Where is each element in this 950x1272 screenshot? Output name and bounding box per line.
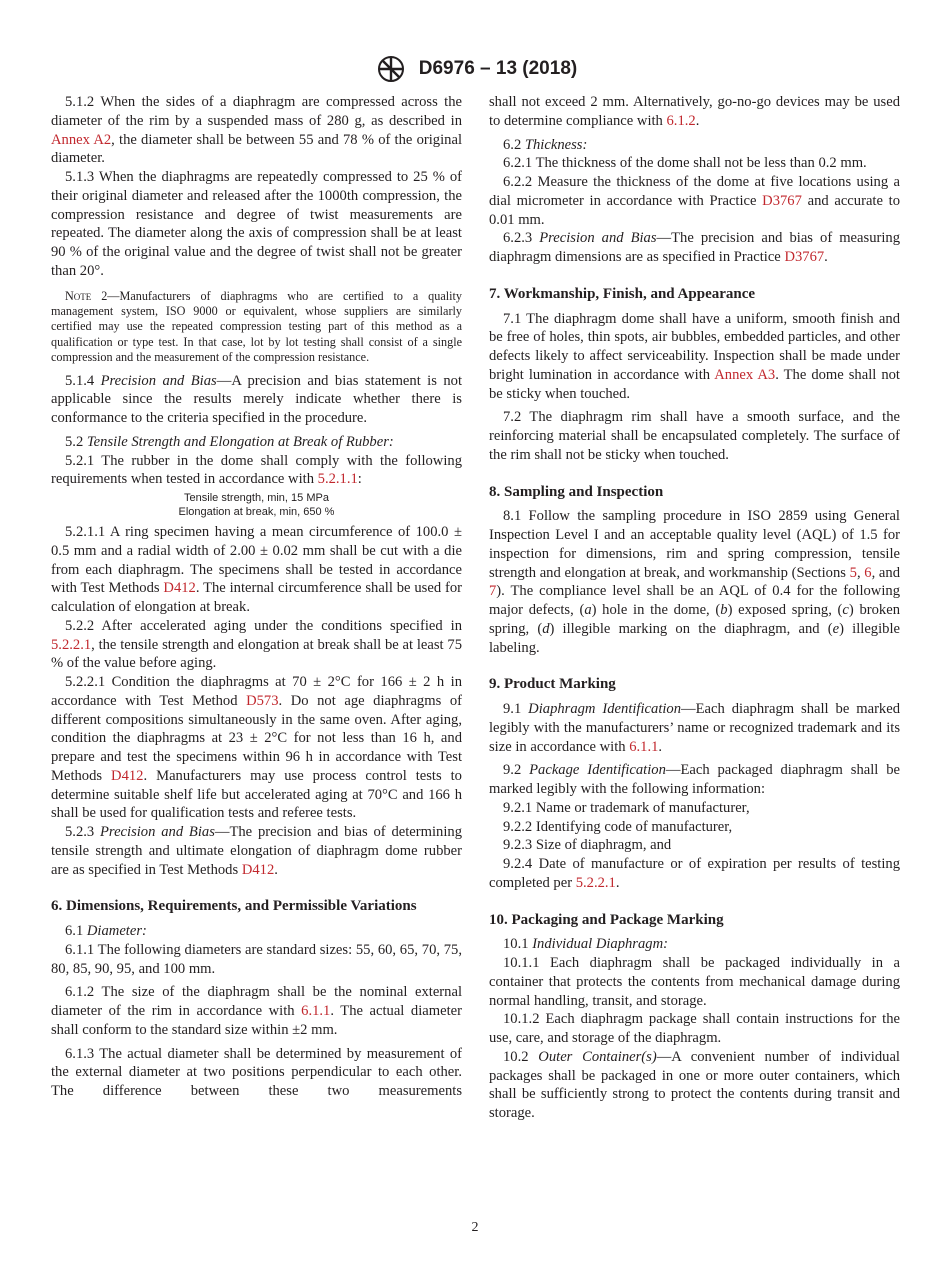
text: , the diameter shall be between 55 and 78 % of the original diameter. [51,131,462,167]
italic-text: e [832,620,840,637]
note-label: Note [65,288,92,303]
text: . [615,874,620,891]
text: 8.1 Follow the sampling procedure in ISO 2859 using General Inspection Level I and an acceptable quality level (AQL) of 1.5 for inspection for dimensions, rim and spring compression, tensile strength and elongation at break, and workmanship (Sections [489,508,900,581]
italic-text: Precision and Bias [100,372,217,389]
text: 9.2.2 Identifying code of manufacturer, [503,818,733,835]
italic-text: Diameter: [86,923,147,940]
text: 7. Workmanship, Finish, and Appearance [489,285,756,302]
paragraph [489,799,900,818]
text: . Do not age diaphragms of different compositions simultaneously in the same oven. After aging, condition the diaphragms at 23 ± 2°C for not less than 16 h, and prepare and test the specimens within 96 h in accordance with Test Methods [51,692,462,784]
paragraph [489,1010,900,1048]
paragraph [489,310,900,404]
text: Tensile strength, min, 15 MPa [184,492,329,505]
text: 8. Sampling and Inspection [489,483,664,500]
paragraph [51,823,462,879]
paragraph [489,935,900,954]
text: . The internal circumference shall be used for calculation of elongation at break. [51,580,463,616]
cross-reference-link[interactable]: 5 [849,564,857,581]
cross-reference-link[interactable]: 5.2.2.1 [575,874,616,891]
paragraph [489,761,900,799]
text: 5.2 [65,433,87,450]
document-id: D6976 – 13 (2018) [418,58,578,79]
italic-text: Package Identification [529,762,666,779]
text: 9.2.4 Date of manufacture or of expiration per results of testing completed per [489,856,900,891]
italic-text: b [720,602,728,618]
text: , [856,564,865,581]
italic-text: Thickness: [524,136,588,153]
text: Elongation at break, min, 650 % [178,506,335,519]
text: —A precision and bias statement is not applicable since the results merely indicate whether there is conformance to the criteria specified in the procedure. [51,372,462,427]
text: 6.2.1 The thickness of the dome shall not be less than 0.2 mm. [503,155,867,172]
text: . [658,738,663,755]
paragraph [489,836,900,855]
requirement-line [51,491,462,505]
text: 5.2.2 After accelerated aging under the conditions specified in [65,617,462,634]
text: 6.1.2 The size of the diaphragm shall be the nominal external diameter of the rim in accordance with [51,984,462,1020]
cross-reference-link[interactable]: D3767 [762,192,802,209]
text: 6. Dimensions, Requirements, and Permissible Variations [51,898,417,915]
text: 7.2 The diaphragm rim shall have a smooth surface, and the reinforcing material shall be encapsulated completely. The surface of the rim shall not be sticky when touched. [489,409,900,463]
paragraph [489,818,900,837]
cross-reference-link[interactable]: 6.1.1 [629,738,659,755]
text: ) hole in the dome, ( [591,602,721,618]
text: 6.1 [65,923,87,940]
section-heading [489,911,900,930]
right-column [489,93,900,1123]
text: 10. Packaging and Package Marking [489,911,724,928]
text: ). The compliance level shall be an AQL of 0.4 for the following major defects, ( [489,583,900,618]
text: . [274,861,278,878]
cross-reference-link[interactable]: D412 [111,767,144,784]
text: 10.2 [503,1048,539,1065]
paragraph [489,136,900,155]
italic-text: Tensile Strength and Elongation at Break of Rubber: [86,433,394,450]
text: —The precision and bias of determining tensile strength and ultimate elongation of diaphragm dome rubber are as specified in Test Methods [51,824,462,878]
italic-text: Diaphragm Identification [528,701,682,717]
text: . [695,112,700,129]
cross-reference-link[interactable]: 6.1.1 [301,1003,331,1020]
paragraph [489,93,900,131]
text: —The precision and bias of measuring diaphragm dimensions are as specified in Practice [489,230,901,265]
paragraph [51,673,462,823]
text: ) illegible labeling. [489,620,900,656]
cross-reference-link[interactable]: 6 [864,564,872,581]
text: 5.1.4 [65,372,101,389]
text: 9.2 [503,762,530,779]
note [51,289,462,366]
paragraph [489,154,900,173]
paragraph [51,922,462,941]
cross-reference-link[interactable]: 6.1.2 [666,112,696,129]
italic-text: Precision and Bias [539,230,657,247]
paragraph [51,617,462,673]
section-heading [51,897,462,916]
text: 5.2.1.1 A ring specimen having a mean circumference of 100.0 ± 0.5 mm and a radial width of 2.00 ± 0.02 mm shall be cut with a die from each diaphragm. The specimens shall be tested in accordance with Test Methods [51,524,462,597]
text: , and [871,564,900,581]
astm-logo-icon [373,54,409,84]
text: , the tensile strength and elongation at break shall be at least 75 % of the value before aging. [51,636,462,672]
text: 9.2.1 Name or trademark of manufacturer, [503,799,750,816]
text: . The dome shall not be sticky when touched. [489,366,900,402]
italic-text: d [542,620,550,637]
page-number: 2 [471,1220,479,1235]
text: . The actual diameter shall conform to the standard size within ±2 mm. [51,1003,462,1038]
paragraph [51,93,462,168]
text: 9.2.3 Size of diaphragm, and [503,837,672,854]
section-heading [489,675,900,694]
cross-reference-link[interactable]: 5.2.1.1 [317,471,358,488]
section-heading [489,483,900,502]
paragraph [489,1048,900,1123]
text: 2—Manufacturers of diaphragms who are certified to a quality management system, ISO 9000 or equivalent, whose suppliers are similarly certified may use the repeated compression testing part of this method as a qualification or type test. In that case, lot by lot testing shall consist of a single compression and the measurement of the compression resistance. [51,288,462,365]
text: 9.1 [503,701,529,717]
cross-reference-link[interactable]: D412 [241,861,275,878]
text: 5.2.3 [65,824,101,841]
paragraph [489,229,900,267]
italic-text: Individual Diaphragm: [532,936,668,953]
paragraph [489,507,900,657]
text: . Manufacturers may use process control tests to determine suitable shelf life but accelerated aging at 70°C and 166 h shall be used for qualification tests and referee tests. [51,767,462,822]
text: 5.2.2.1 Condition the diaphragms at 70 ± 2°C for 166 ± 2 h in accordance with Test Method [51,674,462,709]
text: ) exposed spring, ( [727,602,843,618]
text: 7.1 The diaphragm dome shall have a uniform, smooth finish and be free of holes, thin spots, air bubbles, embedded particles, and other defects likely to affect serviceability. Inspection shall be made under bright lumination in accordance with [489,310,900,383]
text: and accurate to 0.01 mm. [489,192,900,228]
text: 10.1 [503,936,533,953]
italic-text: c [842,602,849,618]
text: 5.2.1 The rubber in the dome shall comply with the following requirements when tested in accordance with [51,452,462,488]
requirement-line [51,505,462,519]
cross-reference-link[interactable]: Annex A2 [51,131,112,148]
text: . [824,249,828,265]
paragraph [51,523,462,617]
cross-reference-link[interactable]: 5.2.2.1 [51,636,92,653]
text: 10.1.2 Each diaphragm package shall contain instructions for the use, care, and storage of the diaphragm. [489,1011,900,1046]
section-heading [489,285,900,304]
cross-reference-link[interactable]: D573 [246,692,279,709]
text: 6.1.3 The actual diameter shall be determined by measurement of the external diameter at two positions perpendicular to each other. The difference between these two measurements [51,1045,462,1100]
text: 6.1.1 The following diameters are standard sizes: 55, 60, 65, 70, 75, 80, 85, 90, 95, and 100 mm. [51,941,462,977]
paragraph [51,168,462,281]
text: 5.1.2 When the sides of a diaphragm are compressed across the diameter of the rim by a suspended mass of 280 g, as described in [51,94,462,129]
paragraph [489,408,900,464]
text: 10.1.1 Each diaphragm shall be packaged individually in a container that protects the contents from mechanical damage during normal handling, transit, and storage. [489,955,900,1009]
page-header [0,54,950,84]
text: shall not exceed 2 mm. Alternatively, go-no-go devices may be used to determine compliance with [489,94,900,129]
paragraph [51,1045,462,1101]
text: —Each packaged diaphragm shall be marked legibly with the following information: [489,762,900,797]
text: : [357,471,362,488]
italic-text: Precision and Bias [100,824,215,841]
paragraph [489,173,900,229]
text: 5.1.3 When the diaphragms are repeatedly compressed to 25 % of their original diameter and released after the 1000th compression, the compression resistance and degree of twist measurements are repeated. The diameter along the axis of compression shall be at least 90 % of the original value and the degree of twist shall not be greater than 20°. [51,169,462,279]
italic-text: a [584,602,592,618]
text: 6.2.2 Measure the thickness of the dome at five locations using a dial micrometer in accordance with Practice [489,174,900,209]
paragraph [51,452,462,490]
paragraph [51,983,462,1039]
text: 6.2.3 [503,230,540,247]
cross-reference-link[interactable]: Annex A3 [714,366,776,383]
paragraph [51,941,462,979]
paragraph [51,433,462,452]
paragraph [489,700,900,756]
text: 9. Product Marking [489,676,616,693]
left-column [51,93,462,1101]
paragraph [489,855,900,893]
paragraph [51,372,462,428]
text: —Each diaphragm shall be marked legibly with the manufacturers’ name or recognized trademark and its size in accordance with [489,701,901,755]
cross-reference-link[interactable]: D3767 [784,249,825,265]
text: ) broken spring, ( [489,602,901,637]
italic-text: Outer Container(s) [538,1048,657,1065]
cross-reference-link[interactable]: 7 [489,583,497,600]
text: ) illegible marking on the diaphragm, and ( [549,620,833,637]
paragraph [489,954,900,1010]
text: —A convenient number of individual packages shall be packaged in one or more outer containers, which shall be sufficiently strong to protect the contents during transit and storage. [489,1048,900,1121]
text: 6.2 [503,136,525,153]
cross-reference-link[interactable]: D412 [163,580,196,597]
